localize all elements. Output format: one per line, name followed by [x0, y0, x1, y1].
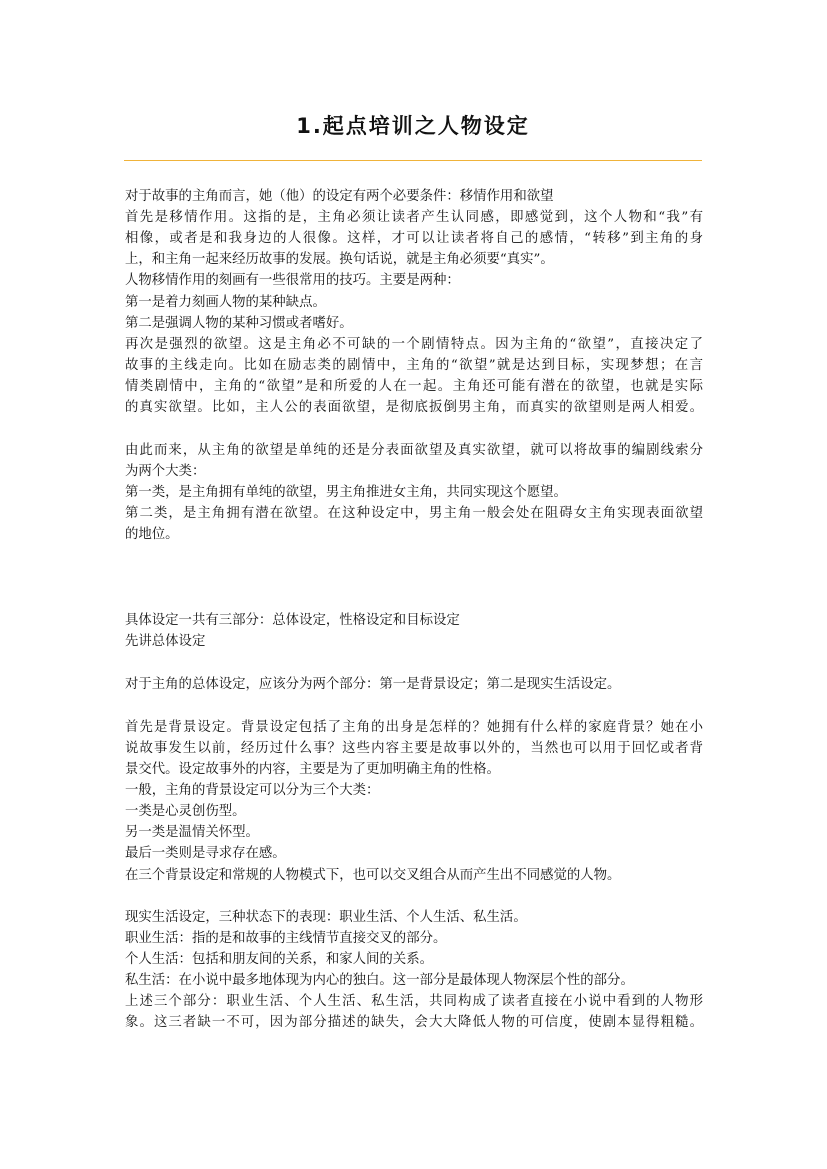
paragraph-line: 第二是强调人物的某种习惯或者嗜好。	[125, 316, 353, 331]
paragraph-line: 对于主角的总体设定，应该分为两个部分：第一是背景设定；第二是现实生活设定。	[125, 677, 621, 692]
paragraph-line: 上，和主角一起来经历故事的发展。换句话说，就是主角必须要“真实”。	[125, 252, 554, 267]
paragraph-line: 对于故事的主角而言，她（他）的设定有两个必要条件：移情作用和欲望	[125, 189, 554, 204]
paragraph-line: 另一类是温情关怀型。	[125, 825, 259, 840]
paragraph-line: 私生活：在小说中最多地体现为内心的独白。这一部分是最体现人物深层个性的部分。	[125, 973, 634, 988]
paragraph-line: 现实生活设定，三种状态下的表现：职业生活、个人生活、私生活。	[125, 910, 527, 925]
paragraph-line: 第一是着力刻画人物的某种缺点。	[125, 295, 326, 310]
paragraph-line: 职业生活：指的是和故事的主线情节直接交叉的部分。	[125, 931, 447, 946]
paragraph-line: 为两个大类：	[125, 464, 206, 479]
paragraph-line: 人物移情作用的刻画有一些很常用的技巧。主要是两种：	[125, 273, 460, 288]
paragraph-line: 首先是背景设定。背景设定包括了主角的出身是怎样的？她拥有什么样的家庭背景？她在小	[125, 720, 703, 735]
paragraph-line: 第一类，是主角拥有单纯的欲望，男主角推进女主角，共同实现这个愿望。	[125, 485, 567, 500]
paragraph-line: 景交代。设定故事外的内容，主要是为了更加明确主角的性格。	[125, 762, 500, 777]
paragraph-line: 最后一类则是寻求存在感。	[125, 846, 286, 861]
document-title: 1.起点培训之人物设定	[296, 114, 530, 138]
title-divider	[124, 160, 702, 161]
paragraph-line: 的真实欲望。比如，主人公的表面欲望，是彻底扳倒男主角，而真实的欲望则是两人相爱。	[125, 400, 703, 415]
paragraph-line: 由此而来，从主角的欲望是单纯的还是分表面欲望及真实欲望，就可以将故事的编剧线索分	[125, 443, 703, 458]
paragraph-line: 象。这三者缺一不可，因为部分描述的缺失，会大大降低人物的可信度，使剧本显得粗糙。	[125, 1015, 703, 1030]
paragraph-line: 上述三个部分：职业生活、个人生活、私生活，共同构成了读者直接在小说中看到的人物形	[125, 994, 703, 1009]
paragraph-line: 在三个背景设定和常规的人物模式下，也可以交叉组合从而产生出不同感觉的人物。	[125, 868, 621, 883]
paragraph-line: 先讲总体设定	[125, 634, 206, 649]
paragraph-line: 的地位。	[125, 527, 179, 542]
paragraph-line: 第二类，是主角拥有潜在欲望。在这种设定中，男主角一般会处在阻碍女主角实现表面欲望	[125, 506, 703, 521]
paragraph-line: 首先是移情作用。这指的是，主角必须让读者产生认同感，即感觉到，这个人物和“我”有	[125, 210, 703, 225]
paragraph-line: 情类剧情中，主角的“欲望”是和所爱的人在一起。主角还可能有潜在的欲望，也就是实际	[125, 379, 703, 394]
paragraph-line: 故事的主线走向。比如在励志类的剧情中，主角的“欲望”就是达到目标，实现梦想；在言	[125, 358, 703, 373]
paragraph-line: 再次是强烈的欲望。这是主角必不可缺的一个剧情特点。因为主角的“欲望”，直接决定了	[125, 337, 703, 352]
paragraph-line: 相像，或者是和我身边的人很像。这样，才可以让读者将自己的感情，“转移”到主角的身	[125, 231, 703, 246]
paragraph-line: 一般，主角的背景设定可以分为三个大类：	[125, 783, 380, 798]
paragraph-line: 说故事发生以前，经历过什么事？这些内容主要是故事以外的，当然也可以用于回忆或者背	[125, 741, 703, 756]
paragraph-line: 个人生活：包括和朋友间的关系，和家人间的关系。	[125, 952, 433, 967]
paragraph-line: 具体设定一共有三部分：总体设定，性格设定和目标设定	[125, 613, 460, 628]
paragraph-line: 一类是心灵创伤型。	[125, 804, 246, 819]
